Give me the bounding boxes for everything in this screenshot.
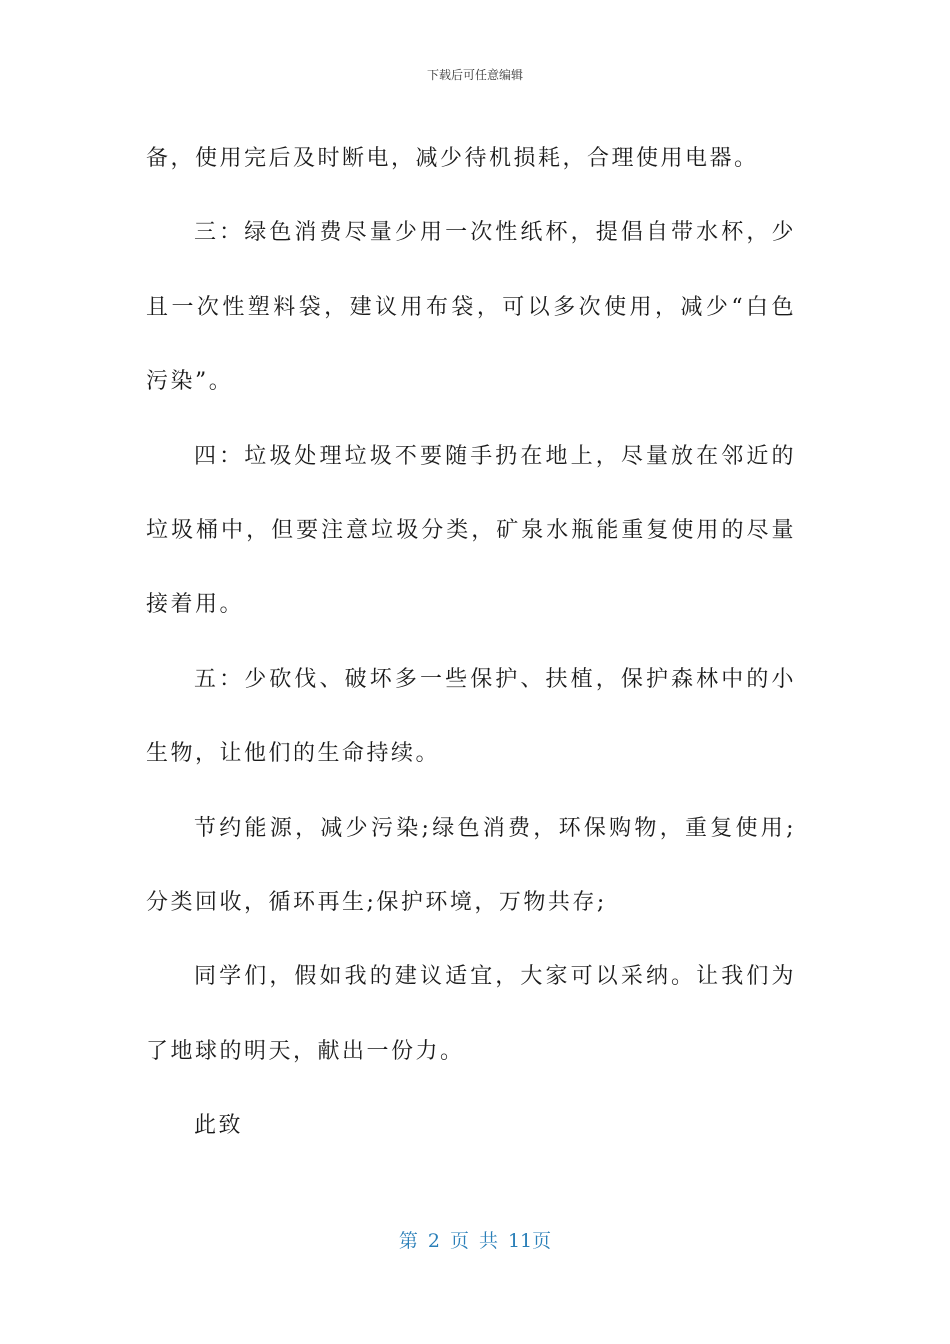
footer-prefix: 第 [398, 1230, 418, 1252]
paragraph-3: 四：垃圾处理垃圾不要随手扔在地上，尽量放在邻近的垃圾桶中，但要注意垃圾分类，矿泉水瓶能重复使用的尽量接着用。 [146, 443, 796, 618]
paragraph-6: 同学们，假如我的建议适宜，大家可以采纳。让我们为了地球的明天，献出一份力。 [146, 964, 796, 1064]
footer-total-pages: 11页 [507, 1230, 552, 1252]
footer-current-page: 2 [427, 1230, 440, 1252]
paragraph-1: 备，使用完后及时断电，减少待机损耗，合理使用电器。 [146, 146, 759, 171]
page-header: 下载后可任意编辑 [426, 68, 523, 82]
page-footer [0, 1226, 950, 1253]
footer-total-prefix: 共 [478, 1230, 498, 1252]
paragraph-7: 此致 [194, 1113, 244, 1139]
paragraph-5: 节约能源，减少污染;绿色消费，环保购物，重复使用;分类回收，循环再生;保护环境，万物共存; [146, 815, 796, 916]
footer-page-label: 页 [449, 1230, 469, 1252]
paragraph-4: 五：少砍伐、破坏多一些保护、扶植，保护森林中的小生物，让他们的生命持续。 [146, 666, 796, 767]
paragraph-2: 三：绿色消费尽量少用一次性纸杯，提倡自带水杯，少且一次性塑料袋，建议用布袋，可以多次使用，减少“白色污染”。 [146, 220, 796, 395]
document-body [146, 122, 796, 1164]
